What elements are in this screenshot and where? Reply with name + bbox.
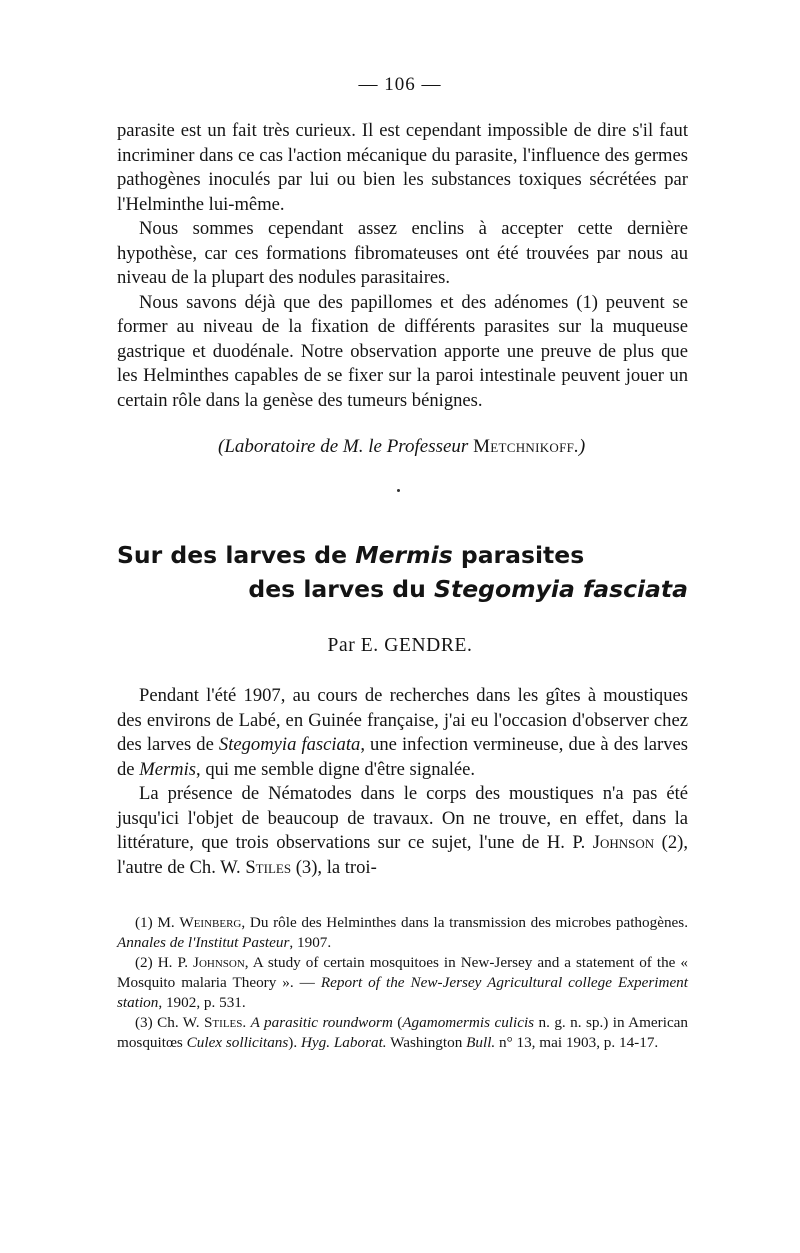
- print-speck: [397, 489, 400, 492]
- previous-article-text: [117, 119, 688, 413]
- title-line-2: des larves du Stegomyia fasciata: [248, 575, 688, 603]
- paragraph: La présence de Nématodes dans le corps des moustiques n'a pas été jusqu'ici l'objet de beaucoup de travaux. On ne trouve, en effet, dans la littérature, que trois observations sur ce sujet, l'une de H. P. Johnson (2), l'autre de Ch. W. Stiles (3), la troi-: [117, 783, 688, 878]
- article-author: Par E. GENDRE.: [327, 635, 473, 656]
- lab-signature: (Laboratoire de M. le Professeur Metchnikoff.): [218, 436, 586, 457]
- genus-name: Mermis: [355, 541, 453, 569]
- article-body: [117, 684, 688, 880]
- footnote-3: (3) Ch. W. Stiles. A parasitic roundworm (Agamomermis culicis n. g. n. sp.) in American mosquitœs Culex sollicitans). Hyg. Laborat. Washington Bull. n° 13, mai 1903, p. 14-17.: [117, 1014, 689, 1051]
- professor-name: Metchnikoff: [473, 436, 575, 457]
- title-line-1: Sur des larves de Mermis parasites: [117, 541, 585, 569]
- species-name: Stegomyia fasciata: [434, 575, 688, 603]
- footnotes: [117, 913, 688, 1053]
- page-number: — 106 —: [358, 74, 442, 95]
- footnote-1: (1) M. Weinberg, Du rôle des Helminthes dans la transmission des microbes pathogènes. Annales de l'Institut Pasteur, 1907.: [117, 914, 688, 951]
- article-title: [117, 538, 688, 606]
- paragraph: Pendant l'été 1907, au cours de recherches dans les gîtes à moustiques des environs de Labé, en Guinée française, j'ai eu l'occasion d'observer chez des larves de Stegomyia fasciata, une infection vermineuse, due à des larves de Mermis, qui me semble digne d'être signalée.: [117, 685, 688, 780]
- lab-name: Laboratoire de M. le Professeur: [224, 436, 469, 457]
- paragraph: Nous sommes cependant assez enclins à accepter cette dernière hypothèse, car ces formations fibromateuses ont été trouvées par nous au niveau de la plupart des nodules parasitaires.: [117, 218, 688, 288]
- paragraph: Nous savons déjà que des papillomes et des adénomes (1) peuvent se former au niveau de la fixation de différents parasites sur la muqueuse gastrique et duodénale. Notre observation apporte une preuve de plus que les Helminthes capables de se fixer sur la paroi intestinale peuvent jouer un certain rôle dans la genèse des tumeurs bénignes.: [117, 291, 688, 411]
- footnote-2: (2) H. P. Johnson, A study of certain mosquitoes in New-Jersey and a statement of the « Mosquito malaria Theory ». — Report of the New-Jersey Agricultural college Experiment station, 1902, p. 531.: [117, 954, 689, 1011]
- paragraph: parasite est un fait très curieux. Il est cependant impossible de dire s'il faut incriminer dans ce cas l'action mécanique du parasite, l'influence des germes pathogènes inoculés par lui ou bien les substances toxiques sécrétées par l'Helminthe lui-même.: [117, 120, 688, 215]
- author-name: GENDRE: [384, 635, 467, 656]
